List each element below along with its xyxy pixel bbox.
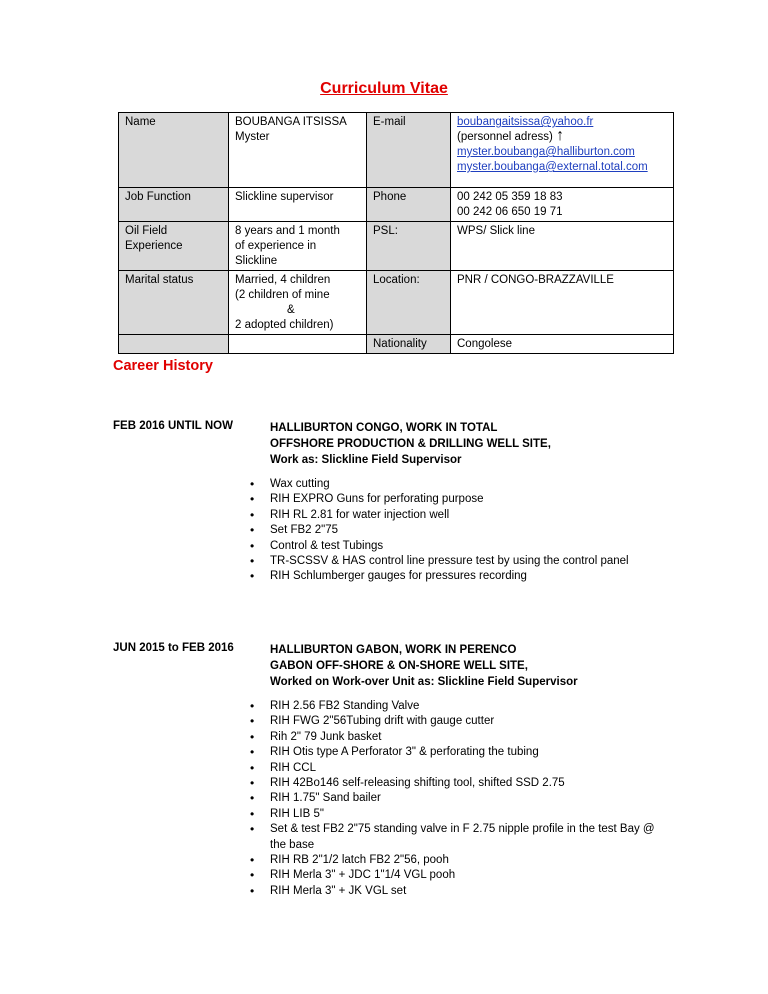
phone-value: 00 242 05 359 18 83 00 242 06 650 19 71 <box>451 188 674 222</box>
up-arrow-icon: ↑ <box>556 127 565 144</box>
job-date: FEB 2016 UNTIL NOW <box>113 420 233 432</box>
duty-item: • RIH 42Bo146 self-releasing shifting tool, shifted SSD 2.75 <box>270 776 665 791</box>
job-heading: HALLIBURTON CONGO, WORK IN TOTAL OFFSHORE PRODUCTION & DRILLING WELL SITE, Work as: Slickline Field Supervisor <box>270 422 551 466</box>
email-link-halliburton[interactable]: myster.boubanga@halliburton.com <box>457 146 635 158</box>
job-heading: HALLIBURTON GABON, WORK IN PERENCO GABON OFF-SHORE & ON-SHORE WELL SITE, Worked on Work-over Unit as: Slickline Field Supervisor <box>270 644 578 688</box>
experience-label: Oil Field Experience <box>119 222 229 271</box>
psl-label: PSL: <box>367 222 451 271</box>
name-label: Name <box>119 113 229 188</box>
career-history-heading: Career History <box>113 358 213 374</box>
duty-item: • RIH FWG 2"56Tubing drift with gauge cutter <box>270 714 665 729</box>
marital-status-label: Marital status <box>119 271 229 335</box>
duty-item: • RIH Merla 3" + JK VGL set <box>270 884 665 899</box>
email-label: E-mail <box>367 113 451 188</box>
marital-status-value: Married, 4 children (2 children of mine & 2 adopted children) <box>229 271 367 335</box>
duty-list <box>270 699 665 899</box>
duty-item: • Wax cutting <box>270 477 665 492</box>
document-title: Curriculum Vitae <box>320 80 448 97</box>
job-date: JUN 2015 to FEB 2016 <box>113 642 234 654</box>
phone-label: Phone <box>367 188 451 222</box>
email-link-personal[interactable]: boubangaitsissa@yahoo.fr <box>457 116 594 128</box>
email-note: (personnel adress) <box>457 131 553 143</box>
email-value <box>451 113 674 188</box>
duty-item: • TR-SCSSV & HAS control line pressure test by using the control panel <box>270 554 665 569</box>
duty-item: • RIH Merla 3" + JDC 1"1/4 VGL pooh <box>270 868 665 883</box>
duty-item: • RIH Otis type A Perforator 3" & perforating the tubing <box>270 745 665 760</box>
duty-item: • RIH 1.75" Sand bailer <box>270 791 665 806</box>
duty-item: • RIH RB 2"1/2 latch FB2 2"56, pooh <box>270 853 665 868</box>
nationality-label: Nationality <box>367 335 451 354</box>
duty-list <box>270 477 665 585</box>
location-label: Location: <box>367 271 451 335</box>
duty-item: • RIH CCL <box>270 761 665 776</box>
duty-item: • RIH LIB 5" <box>270 807 665 822</box>
empty-cell <box>229 335 367 354</box>
duty-item: • RIH EXPRO Guns for perforating purpose <box>270 492 665 507</box>
duty-item: • Set FB2 2"75 <box>270 523 665 538</box>
location-value: PNR / CONGO-BRAZZAVILLE <box>451 271 674 335</box>
duty-item: • RIH RL 2.81 for water injection well <box>270 508 665 523</box>
job-function-value: Slickline supervisor <box>229 188 367 222</box>
name-value: BOUBANGA ITSISSA Myster <box>229 113 367 188</box>
nationality-value: Congolese <box>451 335 674 354</box>
experience-value: 8 years and 1 month of experience in Slickline <box>229 222 367 271</box>
duty-item: • Set & test FB2 2"75 standing valve in F 2.75 nipple profile in the test Bay @ the base <box>270 822 665 853</box>
personal-info-table <box>118 112 674 354</box>
email-link-total[interactable]: myster.boubanga@external.total.com <box>457 161 648 173</box>
job-function-label: Job Function <box>119 188 229 222</box>
psl-value: WPS/ Slick line <box>451 222 674 271</box>
duty-item: • RIH Schlumberger gauges for pressures recording <box>270 569 665 584</box>
duty-item: • RIH 2.56 FB2 Standing Valve <box>270 699 665 714</box>
duty-item: • Control & test Tubings <box>270 539 665 554</box>
duty-item: • Rih 2" 79 Junk basket <box>270 730 665 745</box>
empty-cell <box>119 335 229 354</box>
